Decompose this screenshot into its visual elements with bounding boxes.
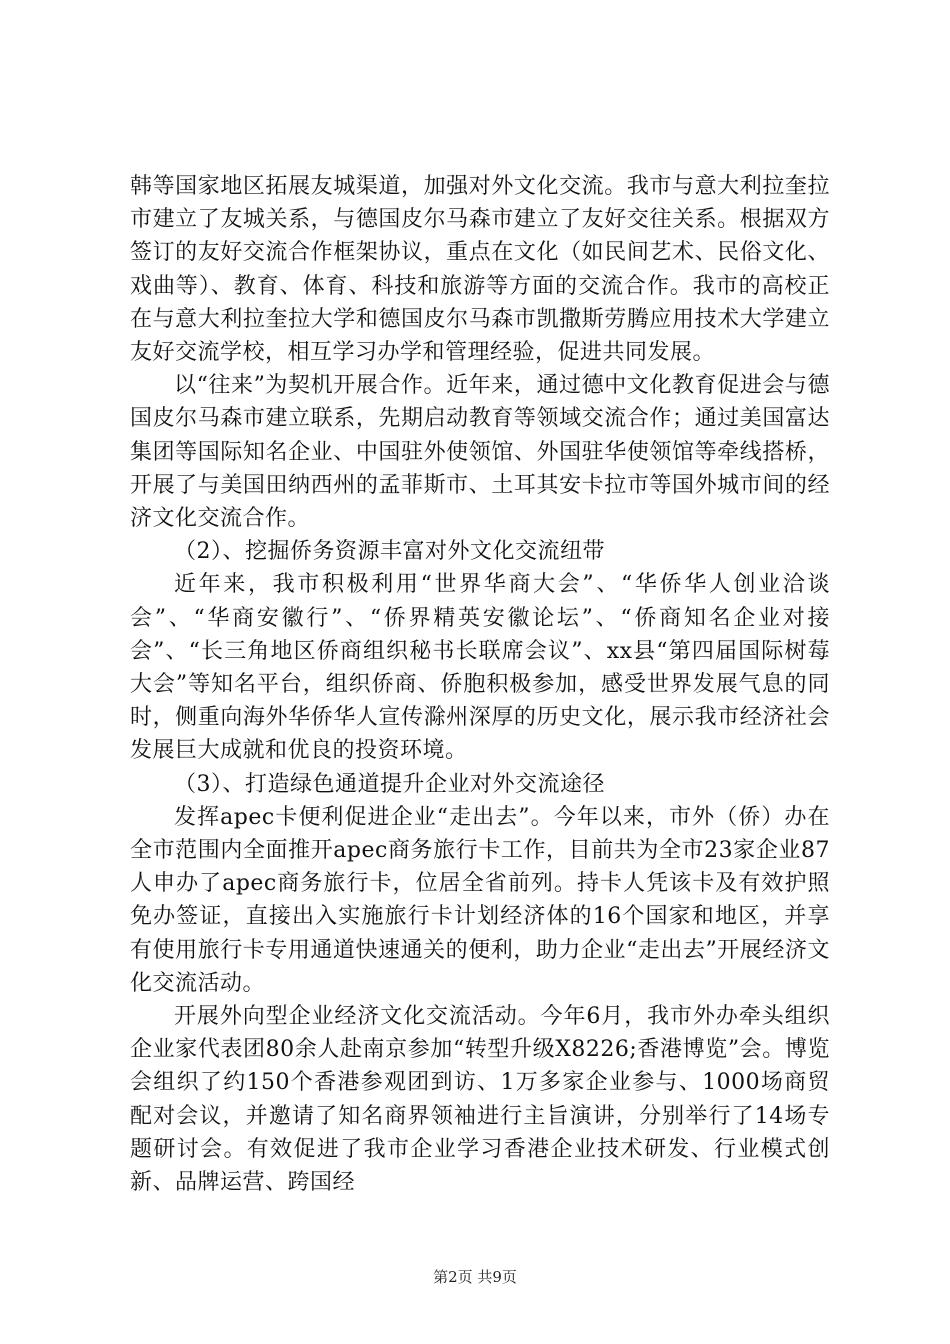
paragraph-apec-card: 发挥apec卡便利促进企业“走出去”。今年以来，市外（侨）办在全市范围内全面推开apec商务旅行卡工作，目前共为全市23家企业87人申办了apec商务旅行卡，位居全省前列。持卡人凭该卡及有效护照免办签证，直接出入实施旅行卡计划经济体的16个国家和地区，并享有使用旅行卡专用通道快速通关的便利，助力企业“走出去”开展经济文化交流活动。 — [130, 804, 830, 996]
paragraph-sister-city-exchange: 韩等国家地区拓展友城渠道，加强对外文化交流。我市与意大利拉奎拉市建立了友城关系，与德国皮尔马森市建立了友好交往关系。根据双方签订的友好交流合作框架协议，重点在文化（如民间艺术、民俗文化、戏曲等）、教育、体育、科技和旅游等方面的交流合作。我市的高校正在与意大利拉奎拉大学和德国皮尔马森市凯撒斯劳腾应用技术大学建立友好交流学校，相互学习办学和管理经验，促进共同发展。 — [130, 174, 830, 366]
paragraph-cooperation-via-exchanges: 以“往来”为契机开展合作。近年来，通过德中文化教育促进会与德国皮尔马森市建立联系，先期启动教育等领域交流合作；通过美国富达集团等国际知名企业、中国驻外使领馆、外国驻华使领馆等牵线搭桥，开展了与美国田纳西州的孟菲斯市、土耳其安卡拉市等国外城市间的经济文化交流合作。 — [130, 373, 830, 532]
page-footer: 第2页 共9页 — [433, 1268, 517, 1286]
document-body — [130, 170, 830, 1199]
section-heading-green-channel: （3）、打造绿色通道提升企业对外交流途径 — [174, 771, 605, 797]
paragraph-enterprise-exchange-activities: 开展外向型企业经济文化交流活动。今年6月，我市外办牵头组织企业家代表团80余人赴南京参加“转型升级X8226;香港博览”会。博览会组织了约150个香港参观团到访、1万多家企业参与、1000场商贸配对会议，并邀请了知名商界领袖进行主旨演讲，分别举行了14场专题研讨会。有效促进了我市企业学习香港企业技术研发、行业模式创新、品牌运营、跨国经 — [130, 1004, 830, 1196]
section-heading-overseas-chinese-resources: （2）、挖掘侨务资源丰富对外文化交流纽带 — [174, 539, 605, 565]
paragraph-overseas-chinese-platforms: 近年来，我市积极利用“世界华商大会”、“华侨华人创业洽谈会”、“华商安徽行”、“侨界精英安徽论坛”、“侨商知名企业对接会”、“长三角地区侨商组织秘书长联席会议”、xx县“第四届国际树莓大会”等知名平台，组织侨商、侨胞积极参加，感受世界发展气息的同时，侧重向海外华侨华人宣传滁州深厚的历史文化，展示我市经济社会发展巨大成就和优良的投资环境。 — [130, 572, 830, 764]
